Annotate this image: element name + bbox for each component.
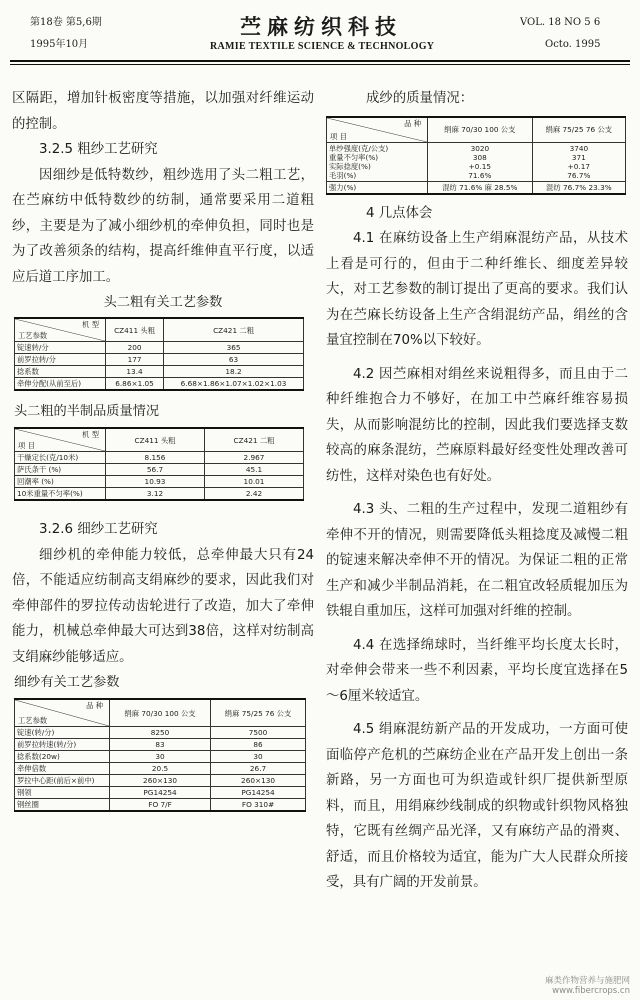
table4-corner: 品 种 项 目: [327, 117, 428, 143]
table2-col-header: CZ421 二粗: [205, 428, 304, 452]
table2-corner: 机 型 项 目: [15, 428, 106, 452]
right-column: [326, 86, 628, 896]
quality-intro: 成纱的质量情况：: [366, 91, 474, 106]
paragraph-spinning: 细纱机的牵伸能力较低，总牵伸最大只有24倍，不能适应纺制高支绢麻纱的要求，因此我们对牵伸部件的罗拉传动齿轮进行了改造，加大了牵伸能力，机械总牵伸最大可达到38倍，这样对纺制高支绢麻纱能够适应。: [12, 547, 314, 665]
paragraph-4-2: 4.2 因苎麻相对绢丝来说粗得多，而且由于二种纤维抱合力不够好，在加工中苎麻纤维容易损失，从而影响混纺比的控制，因此我们要选择支数较高的麻条混纺，苎麻原料最好经变性处理改善可纺性，这样对染色也有好处。: [326, 366, 628, 484]
left-column: [12, 86, 314, 812]
paragraph-4-4: 4.4 在选择绵球时，当纤维平均长度太长时，对牵伸会带来一些不利因素，平均长度宜选择在5～6厘米较适宜。: [326, 637, 628, 704]
table3-col-header: 绢麻 70/30 100 公支: [110, 699, 211, 727]
table-row: 牵伸分配(从前至后) 6.86×1.05 6.68×1.86×1.07×1.02×1.03: [15, 378, 304, 391]
section-heading-3-2-6: 3.2.6 细纱工艺研究: [39, 522, 158, 537]
table2-col-header: CZ411 头粗: [106, 428, 205, 452]
table-row: 捻系数 13.4 18.2: [15, 366, 304, 378]
date-cn: 1995年10月: [30, 39, 89, 50]
table-row: 牵伸倍数 20.5 26.7: [15, 763, 306, 775]
table-row: 前罗拉转速(转/分) 83 86: [15, 739, 306, 751]
table3-caption: 细纱有关工艺参数: [14, 675, 120, 690]
table1-corner: 机 型 工艺参数: [15, 318, 106, 342]
table-row: 萨氏条干 (%) 56.7 45.1: [15, 464, 304, 476]
volume-issue-cn: 第18卷 第5,6期: [30, 17, 102, 28]
table-row: 干燥定长(克/10米) 8.156 2.967: [15, 452, 304, 464]
section-heading-4: 4 几点体会: [366, 205, 433, 221]
table-row: 钢领 PG14254 PG14254: [15, 787, 306, 799]
table1-col-header: CZ421 二粗: [164, 318, 304, 342]
watermark: [545, 976, 630, 996]
table-roving-quality: [14, 427, 304, 501]
table-row: 罗拉中心距(前后×前中) 260×130 260×130: [15, 775, 306, 787]
table-row: 强力(%) 混纺 71.6% 麻 28.5% 混纺 76.7% 23.3%: [327, 181, 626, 194]
table3-corner: 品 种 工艺参数: [15, 699, 110, 727]
date-en: Octo. 1995: [545, 39, 601, 50]
table-row: 锭速(转/分) 8250 7500: [15, 727, 306, 739]
table-row: 单纱强度(克/公支) 重量不匀率(%) 实际捻度(%) 毛羽(%) 3020 308 +0.15 71.6% 3740 371 +0.17 76.7%: [327, 142, 626, 181]
table1-caption: 头二粗有关工艺参数: [103, 295, 223, 310]
paragraph-roving: 因细纱是低特数纱，粗纱选用了头二粗工艺，在苎麻纺中低特数纱的纺制，通常要采用二道粗纱，主要是为了减小细纱机的牵伸负担，同时也是为了改善须条的结构，提高纤维伸直平行度，以适应后道工序加工。: [12, 167, 314, 285]
table-row: 锭速转/分 200 365: [15, 342, 304, 354]
table4-col-header: 绢麻 75/25 76 公支: [532, 117, 625, 143]
paragraph-continuation: 区隔距，增加针板密度等措施，以加强对纤维运动的控制。: [12, 91, 314, 132]
table2-caption: 头二粗的半制品质量情况: [14, 404, 160, 419]
table-row: 前罗拉转/分 177 63: [15, 354, 304, 366]
table-roving-parameters: [14, 317, 304, 391]
watermark-line1: 麻类作物营养与施肥网: [544, 976, 630, 986]
header-rule-thick: [10, 60, 630, 62]
table-row: 10米重量不匀率(%) 3.12 2.42: [15, 488, 304, 501]
journal-title-en: RAMIE TEXTILE SCIENCE & TECHNOLOGY: [210, 41, 435, 52]
table4-col-header: 绢麻 70/30 100 公支: [428, 117, 533, 143]
section-heading-3-2-5: 3.2.5 粗纱工艺研究: [39, 142, 158, 157]
table1-col-header: CZ411 头粗: [106, 318, 164, 342]
table-yarn-quality: [326, 116, 626, 195]
journal-title-cn: 苎麻纺织科技: [240, 14, 402, 39]
paragraph-4-5: 4.5 绢麻混纺新产品的开发成功，一方面可使面临停产危机的苎麻纺企业在产品开发上创出一条新路，另一方面也可为织造或针织厂提供新型原料，而且，用绢麻纱线制成的织物或针织物风格独特，它既有丝绸产品光泽，又有麻纺产品的滑爽、舒适，而且价格较为适宜，能为广大人民群众所接受，具有广阔的开发前景。: [326, 722, 628, 890]
paragraph-4-3: 4.3 头、二粗的生产过程中，发现二道粗纱有牵伸不开的情况，则需要降低头粗捻度及减慢二粗的锭速来解决牵伸不开的情况。为保证二粗的正常生产和减少半制品消耗，在二粗宜改轻质辊加压为铁辊自重加压，这样可加强对纤维的控制。: [326, 502, 628, 619]
paragraph-4-1: 4.1 在麻纺设备上生产绢麻混纺产品，从技术上看是可行的，但由于二种纤维长、细度差异较大，对工艺参数的制订提出了更高的要求。我们认为在苎麻长纺设备上生产含绢混纺产品，绢丝的含量宜控制在70%以下较好。: [326, 231, 628, 348]
table-spinning-parameters: [14, 698, 306, 812]
table-row: 回潮率 (%) 10.93 10.01: [15, 476, 304, 488]
header-rule-thin: [10, 64, 630, 65]
watermark-line2: www.fibercrops.cn: [552, 986, 630, 996]
volume-issue-en: VOL. 18 NO 5 6: [520, 17, 601, 28]
table3-col-header: 绢麻 75/25 76 公支: [211, 699, 306, 727]
table-row: 捻系数(20w) 30 30: [15, 751, 306, 763]
table-row: 钢丝圈 FO 7/F FO 310#: [15, 799, 306, 812]
